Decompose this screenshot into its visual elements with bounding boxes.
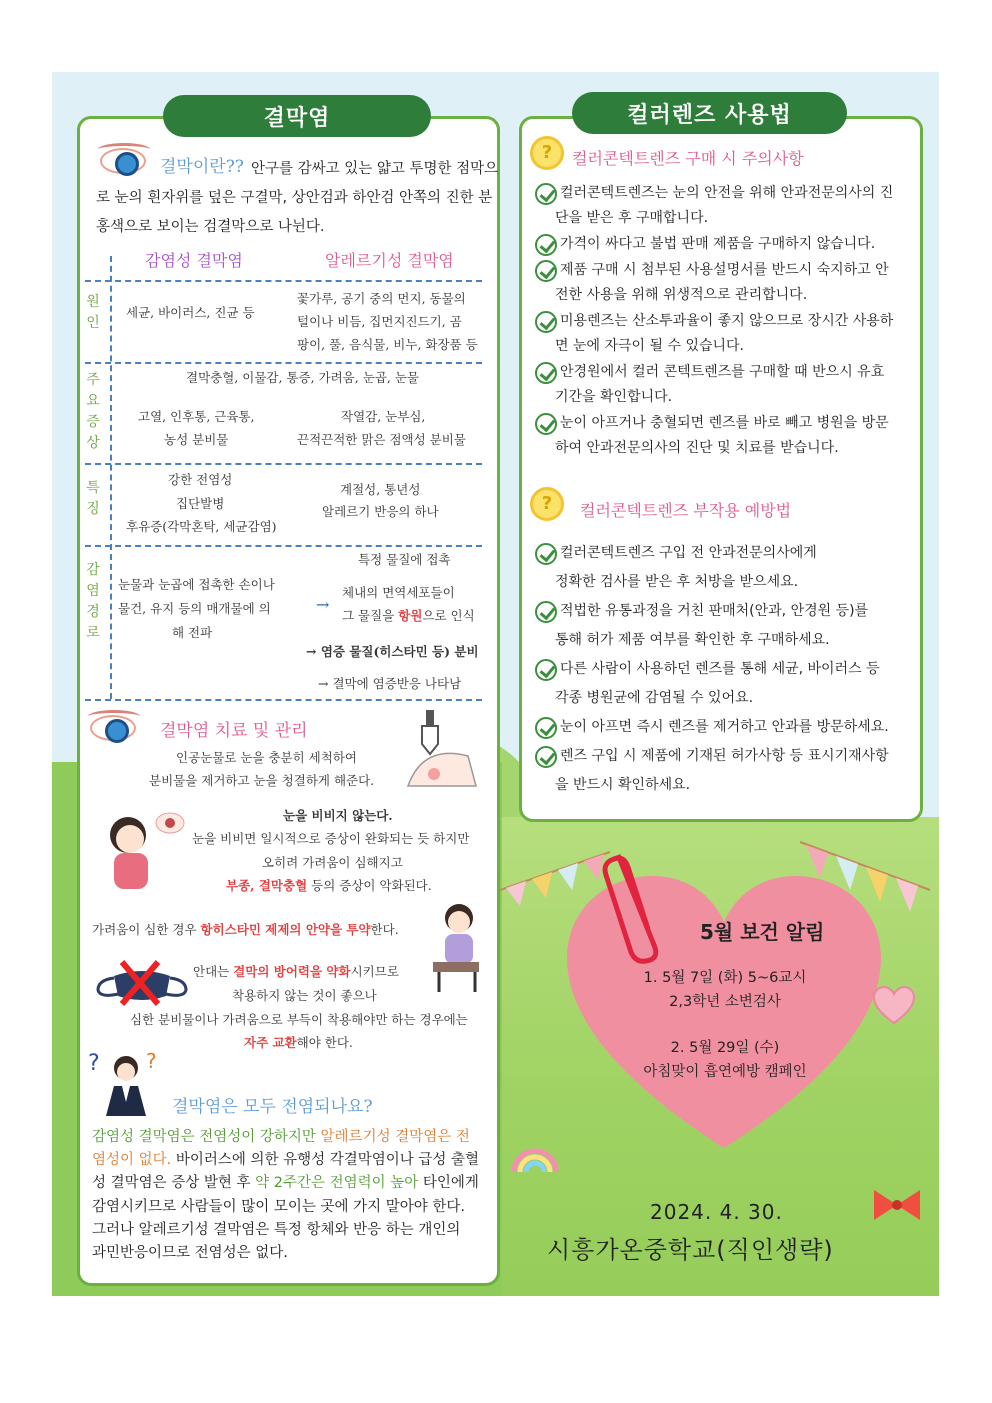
features-allergic: 알레르기 반응의 하나 bbox=[322, 504, 439, 519]
col-allergic-heading: 알레르기성 결막염 bbox=[325, 251, 454, 270]
notice-item: 2,3학년 소변검사 bbox=[669, 994, 781, 1010]
symptoms-allergic: 작열감, 눈부심, bbox=[341, 409, 426, 424]
svg-text:?: ? bbox=[146, 1049, 157, 1073]
paperclip-icon bbox=[598, 845, 668, 965]
footer-date: 2024. 4. 30. bbox=[650, 1200, 783, 1224]
contagion-line bbox=[92, 1170, 479, 1197]
symptoms-common: 결막충혈, 이물감, 통증, 가려움, 눈곱, 눈물 bbox=[186, 370, 419, 385]
treatment-line: 심한 분비물이나 가려움으로 부득이 착용해야만 하는 경우에는 bbox=[130, 1012, 468, 1027]
features-allergic: 계절성, 통년성 bbox=[340, 482, 421, 497]
buy-item-line: 눈이 아프거나 충혈되면 렌즈를 바로 빼고 병원을 방문 bbox=[560, 415, 889, 431]
row-label-cause bbox=[84, 292, 102, 334]
notice-title: 5월 보건 알림 bbox=[700, 920, 825, 944]
notice-item: 1. 5월 7일 (화) 5~6교시 bbox=[643, 970, 807, 986]
lightbulb-question-icon: ? bbox=[530, 487, 564, 521]
treatment-pre: 안대는 bbox=[193, 964, 234, 979]
cause-infectious: 세균, 바이러스, 진균 등 bbox=[126, 305, 255, 320]
nurse-question-icon bbox=[86, 1046, 166, 1118]
route-allergic: 특정 물질에 접촉 bbox=[358, 552, 451, 567]
row-label-features bbox=[84, 478, 102, 520]
route-allergic-antigen: 항원 bbox=[398, 608, 423, 623]
side-effect-heading: 컬러콘텍트렌즈 부작용 예방법 bbox=[580, 501, 792, 520]
route-arrow-icon: → bbox=[316, 595, 330, 614]
notice-spacer bbox=[600, 1014, 850, 1036]
girl-rubbing-eye-icon bbox=[98, 805, 190, 901]
stretching-boy-icon bbox=[425, 898, 493, 994]
eye-icon bbox=[100, 148, 146, 174]
what-text-line: 안구를 감싸고 있는 얇고 투명한 점막으 bbox=[251, 161, 499, 177]
cause-allergic: 털이나 비듬, 집먼지진드기, 곰 bbox=[297, 314, 462, 329]
notice-item: 아침맞이 흡연예방 캠페인 bbox=[643, 1064, 807, 1080]
cause-allergic: 팡이, 풀, 음식물, 비누, 화장품 등 bbox=[297, 337, 478, 352]
side-item-line: 적법한 유통과정을 거친 판매처(안과, 안경원 등)를 bbox=[560, 603, 869, 619]
notice-body bbox=[600, 966, 850, 1084]
side-item-line: 정확한 검사를 받은 후 처방을 받으세요. bbox=[555, 574, 799, 590]
row-label-route-text: 감염경로 bbox=[86, 562, 100, 641]
eye-drop-icon bbox=[398, 708, 478, 788]
treatment-em: 결막의 방어력을 약화 bbox=[233, 964, 351, 979]
treatment-post: 등의 증상이 악화된다. bbox=[307, 878, 432, 893]
side-item-line: 렌즈 구입 시 제품에 기재된 허가사항 등 표시기재사항 bbox=[560, 748, 889, 764]
conjunctivitis-title: 결막염 bbox=[163, 95, 431, 137]
buy-item-line: 안경원에서 컬러 콘텍트렌즈를 구매할 때 반으시 유효 bbox=[560, 364, 885, 380]
contagion-em: 알레르기성 결막염은 전 bbox=[320, 1129, 470, 1145]
table-divider bbox=[85, 463, 482, 465]
route-infectious: 눈물과 눈곱에 접촉한 손이나 bbox=[118, 577, 275, 592]
table-vertical-divider bbox=[110, 256, 112, 699]
rainbow-icon bbox=[510, 1138, 560, 1178]
contagion-text: 감염성 결막염은 전염성이 강하지만 bbox=[92, 1129, 321, 1145]
check-circle-icon bbox=[535, 601, 557, 623]
table-divider bbox=[85, 545, 482, 547]
buy-item-line: 전한 사용을 위해 위생적으로 관리합니다. bbox=[555, 287, 808, 303]
buy-item-line: 단을 받은 후 구매합니다. bbox=[555, 210, 709, 226]
what-is-heading: 결막이란?? bbox=[160, 157, 244, 177]
col-infectious-heading: 감염성 결막염 bbox=[145, 251, 243, 270]
color-lens-title: 컬러렌즈 사용법 bbox=[572, 92, 847, 134]
treatment-line bbox=[244, 1031, 353, 1054]
features-infectious: 강한 전염성 bbox=[168, 472, 233, 487]
treatment-post: 해야 한다. bbox=[296, 1035, 353, 1050]
symptoms-infectious: 농성 분비물 bbox=[164, 432, 229, 447]
check-circle-icon bbox=[535, 183, 557, 205]
check-circle-icon bbox=[535, 260, 557, 282]
check-circle-icon bbox=[535, 717, 557, 739]
heart-icon bbox=[872, 985, 916, 1025]
table-divider bbox=[85, 362, 482, 364]
treatment-line: 인공눈물로 눈을 충분히 세척하여 bbox=[176, 750, 357, 765]
row-label-cause-text: 원인 bbox=[86, 294, 100, 331]
contagion-text: 타인에게 bbox=[418, 1175, 479, 1191]
check-circle-icon bbox=[535, 234, 557, 256]
cause-allergic: 꽃가루, 공기 중의 먼지, 동물의 bbox=[297, 291, 466, 306]
buy-heading: 컬러콘텍트렌즈 구매 시 주의사항 bbox=[572, 149, 804, 168]
check-circle-icon bbox=[535, 746, 557, 768]
check-circle-icon bbox=[535, 659, 557, 681]
treatment-em: 부종, 결막충혈 bbox=[226, 878, 308, 893]
route-infectious: 물건, 유지 등의 매개물에 의 bbox=[118, 601, 271, 616]
row-label-symptoms-text: 주요증상 bbox=[86, 372, 100, 451]
treatment-post: 한다. bbox=[370, 922, 399, 937]
buy-item-line: 하여 안과전문의사의 진단 및 치료를 받습니다. bbox=[555, 440, 839, 456]
treatment-em: 항히스타민 제제의 안약을 투약 bbox=[200, 922, 371, 937]
route-allergic-post: 으로 인식 bbox=[422, 608, 475, 623]
lightbulb-question-icon: ? bbox=[530, 136, 564, 170]
route-allergic-reaction: → 결막에 염증반응 나타남 bbox=[318, 676, 462, 691]
treatment-rub-title: 눈을 비비지 않는다. bbox=[283, 808, 393, 823]
features-infectious: 후유증(각막혼탁, 세균감염) bbox=[126, 519, 277, 534]
footer-school: 시흥가온중학교(직인생략) bbox=[547, 1236, 834, 1264]
notice-item: 2. 5월 29일 (수) bbox=[670, 1040, 780, 1056]
mask-crossed-icon bbox=[92, 958, 192, 1008]
treatment-line: 착용하지 않는 것이 좋으나 bbox=[232, 988, 377, 1003]
what-text-line: 홍색으로 보이는 검결막으로 나뉜다. bbox=[96, 219, 325, 235]
check-circle-icon bbox=[535, 543, 557, 565]
buy-item-line: 제품 구매 시 첨부된 사용설명서를 반드시 숙지하고 안 bbox=[560, 262, 889, 278]
treatment-em: 자주 교환 bbox=[244, 1035, 297, 1050]
features-infectious: 집단발병 bbox=[176, 496, 225, 511]
table-divider bbox=[85, 699, 482, 701]
side-item-line: 눈이 아프면 즉시 렌즈를 제거하고 안과를 방문하세요. bbox=[560, 719, 889, 735]
contagion-heading: 결막염은 모두 전염되나요? bbox=[172, 1097, 373, 1117]
symptoms-allergic: 끈적끈적한 맑은 점액성 분비물 bbox=[297, 432, 466, 447]
contagion-line: 감염시키므로 사람들이 많이 모이는 곳에 가지 말아야 한다. bbox=[92, 1199, 466, 1215]
treatment-line: 눈을 비비면 일시적으로 증상이 완화되는 듯 하지만 bbox=[192, 831, 470, 846]
route-allergic-pre: 그 물질을 bbox=[342, 608, 399, 623]
treatment-line bbox=[226, 874, 432, 897]
contagion-line: 그러나 알레르기성 결막염은 특정 항체와 반응 하는 개인의 bbox=[92, 1222, 461, 1238]
route-infectious: 해 전파 bbox=[172, 625, 213, 640]
treatment-line bbox=[92, 918, 399, 941]
row-label-route bbox=[84, 560, 102, 644]
buy-item-line: 가격이 싸다고 불법 판매 제품을 구매하지 않습니다. bbox=[560, 236, 876, 252]
check-circle-icon bbox=[535, 413, 557, 435]
row-label-symptoms bbox=[84, 370, 102, 454]
buy-item-line: 미용렌즈는 산소투과율이 좋지 않으므로 장시간 사용하 bbox=[560, 313, 894, 329]
treatment-line: 오히려 가려움이 심해지고 bbox=[262, 855, 403, 870]
row-label-features-text: 특징 bbox=[86, 480, 100, 517]
treatment-line: 분비물을 제거하고 눈을 청결하게 해준다. bbox=[149, 773, 375, 788]
buy-item-line: 면 눈에 자극이 될 수 있습니다. bbox=[555, 338, 744, 354]
side-item-line: 다른 사람이 사용하던 렌즈를 통해 세균, 바이러스 등 bbox=[560, 661, 880, 677]
ribbon-bow-icon bbox=[872, 1188, 922, 1222]
buy-item-line: 컬러콘텍트렌즈는 눈의 안전을 위해 안과전문의사의 진 bbox=[560, 185, 894, 201]
check-circle-icon bbox=[535, 311, 557, 333]
route-allergic: 체내의 면역세포들이 bbox=[342, 585, 455, 600]
what-text-line: 로 눈의 흰자위를 덮은 구결막, 상안검과 하안검 안쪽의 진한 분 bbox=[96, 190, 493, 206]
side-item-line: 을 반드시 확인하세요. bbox=[555, 777, 691, 793]
eye-icon bbox=[90, 715, 136, 741]
check-circle-icon bbox=[535, 362, 557, 384]
contagion-em: 염성이 없다. bbox=[92, 1152, 172, 1168]
contagion-line: 과민반응이므로 전염성은 없다. bbox=[92, 1245, 288, 1261]
side-item-line: 각종 병원균에 감염될 수 있어요. bbox=[555, 690, 754, 706]
contagion-em: 약 2주간은 전염력이 높아 bbox=[255, 1175, 419, 1191]
table-divider bbox=[85, 280, 482, 282]
treatment-pre: 가려움이 심한 경우 bbox=[92, 922, 201, 937]
symptoms-infectious: 고열, 인후통, 근육통, bbox=[138, 409, 255, 424]
contagion-text: 바이러스에 의한 유행성 각결막염이나 급성 출혈 bbox=[171, 1152, 480, 1168]
side-item-line: 컬러콘텍트렌즈 구입 전 안과전문의사에게 bbox=[560, 545, 817, 561]
side-item-line: 통해 허가 제품 여부를 확인한 후 구매하세요. bbox=[555, 632, 830, 648]
svg-text:?: ? bbox=[88, 1051, 100, 1076]
contagion-text: 성 결막염은 증상 발현 후 bbox=[92, 1175, 256, 1191]
route-allergic-histamine: → 염증 물질(히스타민 등) 분비 bbox=[306, 644, 479, 659]
route-allergic bbox=[342, 604, 475, 627]
treatment-heading: 결막염 치료 및 관리 bbox=[160, 721, 308, 741]
buy-item-line: 기간을 확인합니다. bbox=[555, 389, 673, 405]
treatment-post: 시키므로 bbox=[350, 964, 399, 979]
treatment-line bbox=[193, 960, 399, 983]
